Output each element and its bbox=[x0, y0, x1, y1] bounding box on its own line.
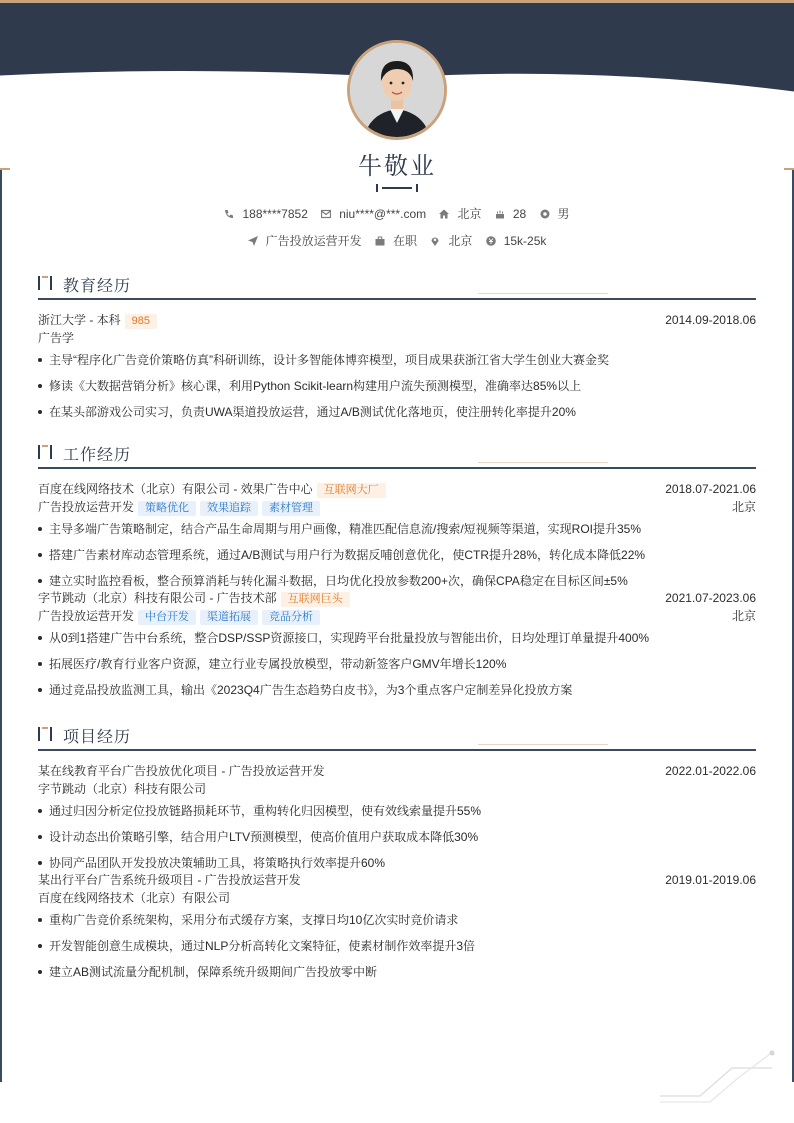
list-item: 协同产品团队开发投放决策辅助工具，将策略执行效率提升60% bbox=[38, 850, 756, 876]
list-item: 通过竞品投放监测工具，输出《2023Q4广告生态趋势白皮书》，为3个重点客户定制差异化投放方案 bbox=[38, 677, 756, 703]
send-icon bbox=[248, 236, 258, 246]
company-name: 字节跳动（北京）科技有限公司 - 广告技术部 bbox=[38, 591, 277, 605]
phone-icon bbox=[224, 209, 234, 219]
age-item: 28 bbox=[495, 207, 526, 221]
target-position-item: 广告投放运营开发 bbox=[248, 232, 362, 249]
bullet-list bbox=[38, 347, 756, 425]
list-item: 开发智能创意生成模块，通过NLP分析高转化文案特征，使素材制作效率提升3倍 bbox=[38, 933, 756, 959]
date-range: 2014.09-2018.06 bbox=[665, 313, 756, 327]
skill-tag: 竞品分析 bbox=[262, 610, 320, 625]
cake-icon bbox=[495, 209, 505, 219]
salary-icon bbox=[486, 236, 496, 246]
name-divider-ornament bbox=[376, 183, 418, 193]
project-name: 某出行平台广告系统升级项目 - 广告投放运营开发 bbox=[38, 873, 301, 887]
date-range: 2019.01-2019.06 bbox=[665, 873, 756, 887]
major: 广告学 bbox=[38, 331, 75, 345]
list-item: 搭建广告素材库动态管理系统，通过A/B测试与用户行为数据反哺创意优化，使CTR提升28%，转化成本降低22% bbox=[38, 542, 756, 568]
list-item: 从0到1搭建广告中台系统，整合DSP/SSP资源接口，实现跨平台批量投放与智能出价，日均处理订单量提升400% bbox=[38, 625, 756, 651]
gender-icon bbox=[540, 209, 550, 219]
company-tag: 互联网巨头 bbox=[281, 592, 350, 607]
project-entry bbox=[38, 762, 756, 876]
education-section bbox=[38, 271, 756, 425]
bullet-list bbox=[38, 516, 756, 594]
work-section bbox=[38, 440, 756, 703]
projects-section bbox=[38, 722, 756, 985]
date-range: 2022.01-2022.06 bbox=[665, 764, 756, 778]
education-entry-header bbox=[38, 311, 756, 329]
list-item: 主导多端广告策略制定，结合产品生命周期与用户画像，精准匹配信息流/搜索/短视频等渠道，实现ROI提升35% bbox=[38, 516, 756, 542]
work-entry bbox=[38, 589, 756, 703]
skill-tag: 渠道拓展 bbox=[200, 610, 258, 625]
section-divider bbox=[38, 298, 756, 300]
company-tag: 互联网大厂 bbox=[317, 483, 386, 498]
project-name: 某在线教育平台广告投放优化项目 - 广告投放运营开发 bbox=[38, 764, 325, 778]
phone-item: 188****7852 bbox=[224, 207, 307, 221]
location-pin-icon bbox=[430, 236, 440, 246]
list-item: 拓展医疗/教育行业客户资源，建立行业专属投放模型，带动新签客户GMV年增长120% bbox=[38, 651, 756, 677]
section-header bbox=[38, 440, 756, 470]
email-item: niu****@***.com bbox=[321, 207, 426, 221]
skill-tag: 中台开发 bbox=[138, 610, 196, 625]
corner-line-ornament bbox=[660, 1050, 778, 1106]
home-icon bbox=[439, 209, 449, 219]
project-org: 百度在线网络技术（北京）有限公司 bbox=[38, 891, 231, 905]
bullet-list bbox=[38, 907, 756, 985]
job-city: 北京 bbox=[731, 500, 756, 514]
section-header bbox=[38, 722, 756, 752]
section-divider bbox=[38, 749, 756, 751]
section-divider bbox=[38, 467, 756, 469]
skill-tag: 素材管理 bbox=[262, 501, 320, 516]
job-city: 北京 bbox=[731, 609, 756, 623]
work-entry-subheader bbox=[38, 498, 756, 516]
bullet-list bbox=[38, 798, 756, 876]
left-border-line bbox=[0, 170, 2, 1082]
job-status-item: 在职 bbox=[375, 232, 417, 249]
section-accent-line bbox=[478, 462, 608, 463]
work-entry-header bbox=[38, 480, 756, 498]
section-title: 教育经历 bbox=[63, 278, 132, 295]
bullet-list bbox=[38, 625, 756, 703]
section-marker-icon bbox=[38, 276, 52, 290]
gender-item: 男 bbox=[540, 205, 570, 222]
school-tag: 985 bbox=[125, 314, 157, 329]
work-entry bbox=[38, 480, 756, 594]
section-header bbox=[38, 271, 756, 301]
section-title: 工作经历 bbox=[63, 447, 132, 464]
section-accent-line bbox=[478, 293, 608, 294]
list-item: 通过归因分析定位投放链路损耗环节，重构转化归因模型，使有效线索量提升55% bbox=[38, 798, 756, 824]
company-name: 百度在线网络技术（北京）有限公司 - 效果广告中心 bbox=[38, 482, 313, 496]
list-item: 重构广告竞价系统架构，采用分布式缓存方案，支撑日均10亿次实时竞价请求 bbox=[38, 907, 756, 933]
briefcase-icon bbox=[375, 236, 385, 246]
job-role: 广告投放运营开发 bbox=[38, 500, 135, 514]
section-marker-icon bbox=[38, 445, 52, 459]
date-range: 2021.07-2023.06 bbox=[665, 591, 756, 605]
section-title: 项目经历 bbox=[63, 729, 132, 746]
list-item: 建立AB测试流量分配机制，保障系统升级期间广告投放零中断 bbox=[38, 959, 756, 985]
list-item: 修读《大数据营销分析》核心课，利用Python Scikit-learn构建用户流失预测模型，准确率达85%以上 bbox=[38, 373, 756, 399]
list-item: 建立实时监控看板，整合预算消耗与转化漏斗数据，日均优化投放参数200+次，确保CPA稳定在目标区间±5% bbox=[38, 568, 756, 594]
school-name: 浙江大学 - 本科 bbox=[38, 313, 121, 327]
skill-tag: 策略优化 bbox=[138, 501, 196, 516]
email-icon bbox=[321, 209, 331, 219]
hometown-item: 北京 bbox=[439, 205, 481, 222]
list-item: 在某头部游戏公司实习，负责UWA渠道投放运营，通过A/B测试优化落地页，使注册转化率提升20% bbox=[38, 399, 756, 425]
section-marker-icon bbox=[38, 727, 52, 741]
project-entry bbox=[38, 871, 756, 985]
job-intent-row bbox=[0, 232, 794, 249]
section-accent-line bbox=[478, 744, 608, 745]
project-entry-header bbox=[38, 762, 756, 780]
work-entry-header bbox=[38, 589, 756, 607]
skill-tag: 效果追踪 bbox=[200, 501, 258, 516]
work-entry-subheader bbox=[38, 607, 756, 625]
list-item: 设计动态出价策略引擎，结合用户LTV预测模型，使高价值用户获取成本降低30% bbox=[38, 824, 756, 850]
project-org: 字节跳动（北京）科技有限公司 bbox=[38, 782, 207, 796]
education-entry bbox=[38, 311, 756, 425]
salary-item: 15k-25k bbox=[486, 234, 547, 248]
contact-row bbox=[0, 205, 794, 222]
avatar bbox=[347, 40, 447, 140]
date-range: 2018.07-2021.06 bbox=[665, 482, 756, 496]
project-entry-header bbox=[38, 871, 756, 889]
target-city-item: 北京 bbox=[430, 232, 472, 249]
job-role: 广告投放运营开发 bbox=[38, 609, 135, 623]
list-item: 主导“程序化广告竞价策略仿真”科研训练，设计多智能体博弈模型，项目成果获浙江省大学生创业大赛金奖 bbox=[38, 347, 756, 373]
candidate-name: 牛敬业 bbox=[358, 153, 436, 180]
